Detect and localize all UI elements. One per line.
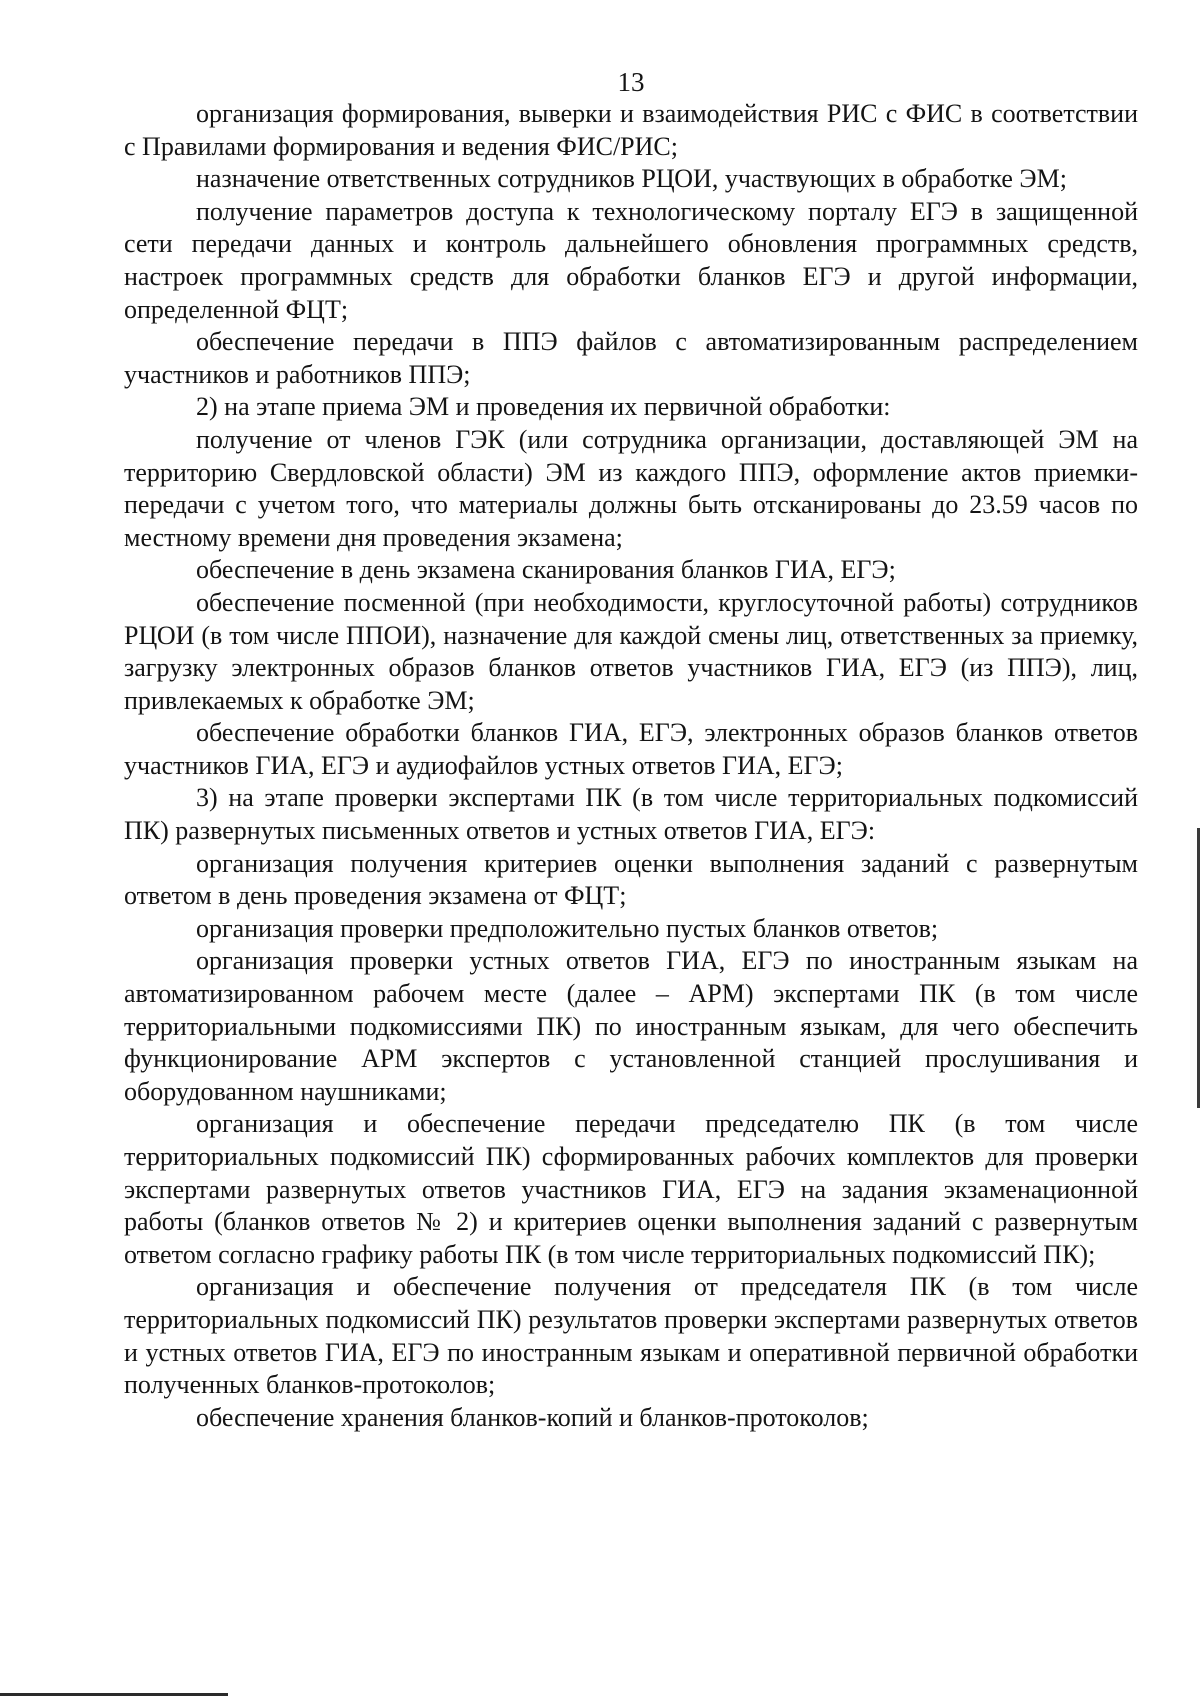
paragraph-scanning: обеспечение в день экзамена сканирования бланков ГИА, ЕГЭ; bbox=[196, 555, 896, 585]
paragraph-receiving-em: получение от членов ГЭК (или сотрудника организации, доставляющей ЭМ на территорию Свердловской области) ЭМ из каждого ППЭ, оформление актов приемки-передачи с учетом того, что материалы должны быть отсканированы до 23.59 часов по местному времени дня проведения экзамена; bbox=[124, 424, 1138, 552]
paragraph-portal-access: получение параметров доступа к технологическому порталу ЕГЭ в защищенной сети передачи данных и контроль дальнейшего обновления программных средств, настроек программных средств для обработки бланков ЕГЭ и другой информации, определенной ФЦТ; bbox=[124, 196, 1138, 324]
paragraph-criteria: организация получения критериев оценки выполнения заданий с развернутым ответом в день проведения экзамена от ФЦТ; bbox=[124, 848, 1138, 911]
paragraph-processing: обеспечение обработки бланков ГИА, ЕГЭ, электронных образов бланков ответов участников ГИА, ЕГЭ и аудиофайлов устных ответов ГИА, ЕГЭ; bbox=[124, 718, 1138, 780]
scan-edge-mark-bottom bbox=[0, 1693, 228, 1696]
paragraph-stage-3-heading: 3) на этапе проверки экспертами ПК (в том числе территориальных подкомиссий ПК) развернутых письменных ответов и устных ответов ГИА, ЕГЭ: bbox=[124, 783, 1138, 846]
page-number: 13 bbox=[617, 67, 645, 97]
paragraph-shift-work: обеспечение посменной (при необходимости, круглосуточной работы) сотрудников РЦОИ (в том числе ППОИ), назначение для каждой смены лиц, ответственных за приемку, загрузку электронных образов бланков ответов участников ГИА, ЕГЭ (из ППЭ), лиц, привлекаемых к обработке ЭМ; bbox=[124, 587, 1138, 715]
paragraph-rcoi-staff: назначение ответственных сотрудников РЦОИ, участвующих в обработке ЭМ; bbox=[196, 164, 1067, 194]
paragraph-transfer-to-chair: организация и обеспечение передачи председателю ПК (в том числе территориальных подкомиссий ПК) сформированных рабочих комплектов для проверки экспертами развернутых ответов участников ГИА, ЕГЭ на задания экзаменационной работы (бланков ответов № 2) и критериев оценки выполнения заданий с развернутым ответом согласно графику работы ПК (в том числе территориальных подкомиссий ПК); bbox=[124, 1109, 1138, 1269]
paragraph-ris-fis: организация формирования, выверки и взаимодействия РИС с ФИС в соответствии с Правилами формирования и ведения ФИС/РИС; bbox=[124, 99, 1138, 161]
paragraph-ppe-files: обеспечение передачи в ППЭ файлов с автоматизированным распределением участников и работников ППЭ; bbox=[124, 327, 1138, 389]
paragraph-empty-blanks: организация проверки предположительно пустых бланков ответов; bbox=[196, 913, 939, 943]
paragraph-oral-answers: организация проверки устных ответов ГИА, ЕГЭ по иностранным языкам на автоматизированном рабочем месте (далее – АРМ) экспертами ПК (в том числе территориальными подкомиссиями ПК) по иностранным языкам, для чего обеспечить функционирование АРМ экспертов с установленной станцией прослушивания и оборудованном наушниками; bbox=[124, 946, 1138, 1106]
document-body bbox=[124, 98, 1138, 1434]
paragraph-storage: обеспечение хранения бланков-копий и бланков-протоколов; bbox=[196, 1402, 869, 1432]
paragraph-stage-2-heading: 2) на этапе приема ЭМ и проведения их первичной обработки: bbox=[196, 392, 891, 422]
paragraph-results-from-chair: организация и обеспечение получения от председателя ПК (в том числе территориальных подкомиссий ПК) результатов проверки экспертами развернутых ответов и устных ответов ГИА, ЕГЭ по иностранным языкам и оперативной первичной обработки полученных бланков-протоколов; bbox=[124, 1272, 1138, 1400]
